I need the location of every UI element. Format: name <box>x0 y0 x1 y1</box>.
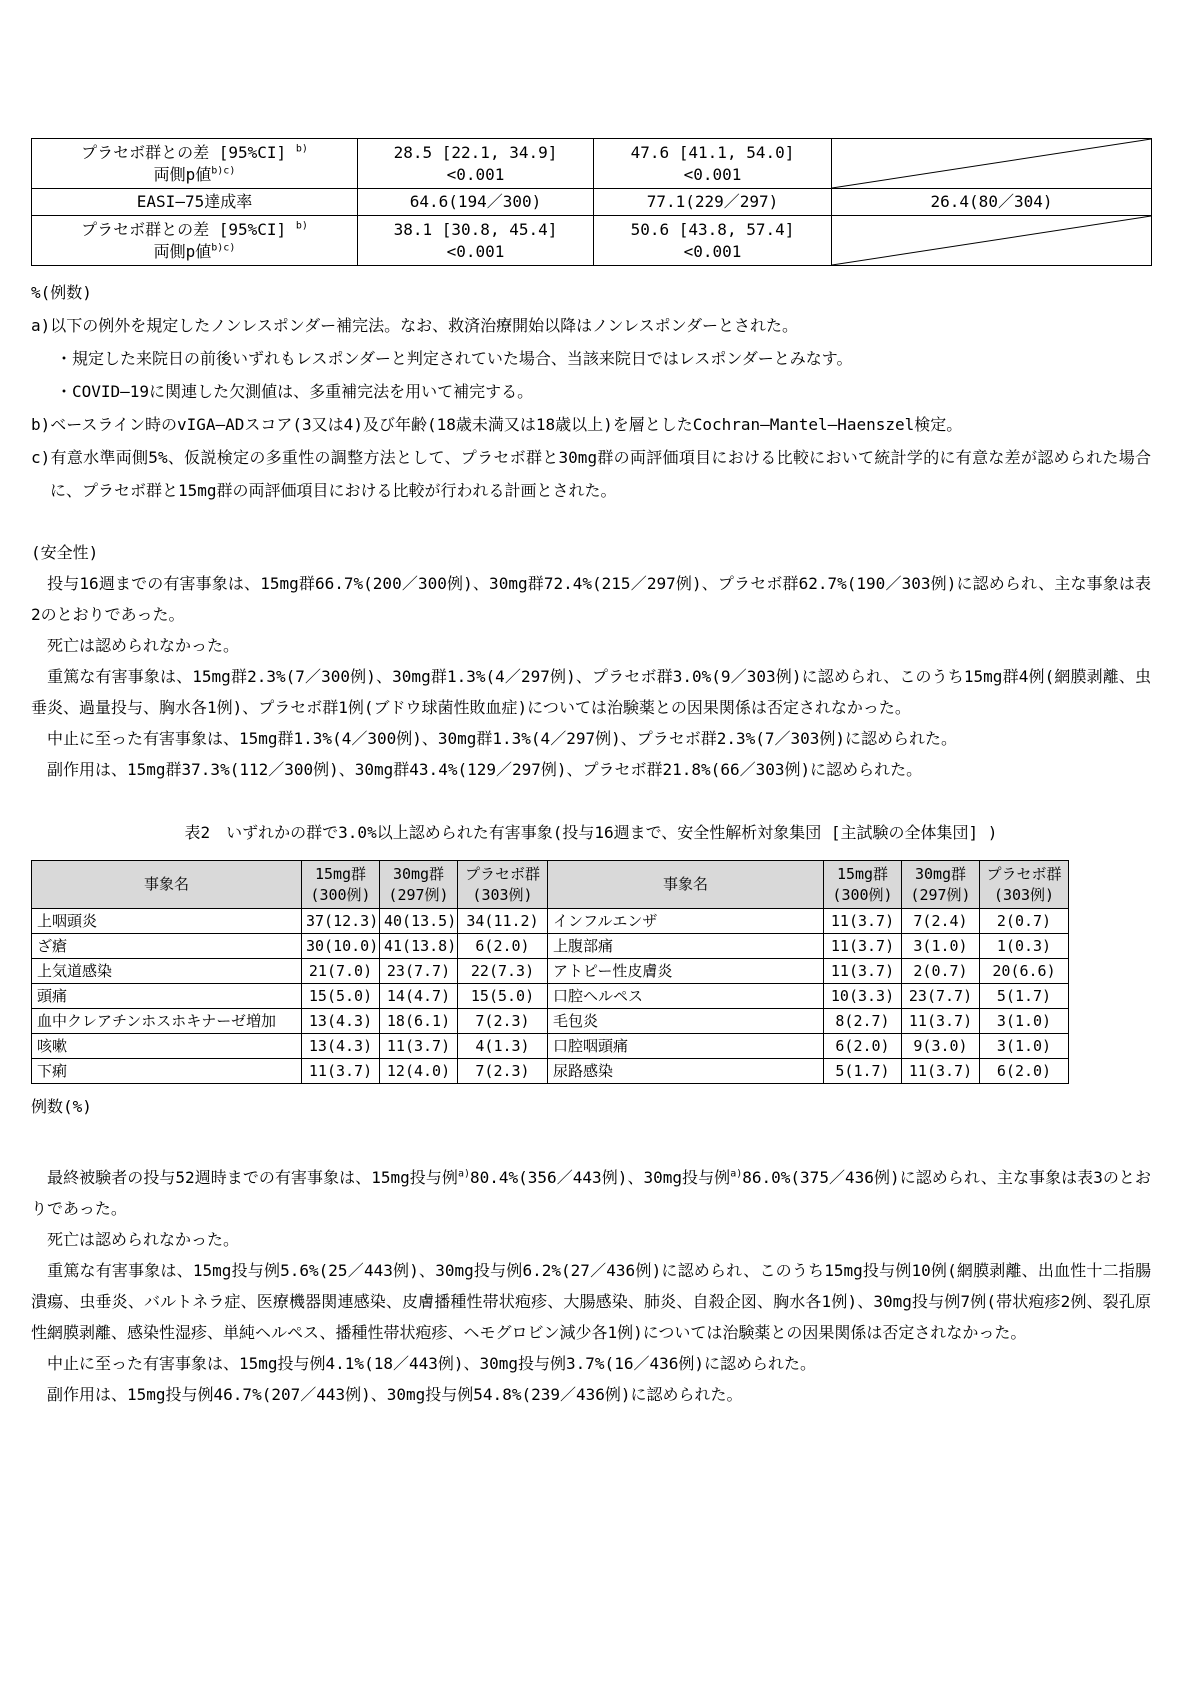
p-value: <0.001 <box>446 241 505 261</box>
header-placebo: プラセボ群 (303例) <box>458 861 548 909</box>
long-term-paragraph: 中止に至った有害事象は、15mg投与例4.1%(18／443例)、30mg投与例3.7%(16／436例)に認められた。 <box>31 1354 816 1373</box>
footnote-reference: a) <box>457 1168 470 1180</box>
footnote-a-bullet-2: ・COVID―19に関連した欠測値は、多重補完法を用いて補完する。 <box>56 382 534 401</box>
event-name-cell: アトピー性皮膚炎 <box>548 959 824 984</box>
count-cell: 10(3.3) <box>824 984 902 1009</box>
event-name-cell: ざ瘡 <box>32 934 302 959</box>
na-diagonal-icon <box>832 216 1151 265</box>
event-name-cell: インフルエンザ <box>548 909 824 934</box>
safety-section <box>31 537 1151 785</box>
count-cell: 15(5.0) <box>458 984 548 1009</box>
footnotes-block <box>31 276 1151 507</box>
value-cell-30mg <box>594 139 832 189</box>
count-cell: 22(7.3) <box>458 959 548 984</box>
count-cell: 11(3.7) <box>824 934 902 959</box>
count-cell: 37(12.3) <box>302 909 380 934</box>
count-cell: 18(6.1) <box>380 1009 458 1034</box>
count-cell: 7(2.3) <box>458 1009 548 1034</box>
count-cell: 15(5.0) <box>302 984 380 1009</box>
count-cell: 11(3.7) <box>824 959 902 984</box>
na-diagonal-icon <box>832 139 1151 188</box>
header-15mg: 15mg群 (300例) <box>302 861 380 909</box>
table-row-placebo-diff-1 <box>32 139 1152 189</box>
ci-value: 28.5 [22.1, 34.9] <box>393 142 558 162</box>
safety-paragraph: 投与16週までの有害事象は、15mg群66.7%(200／300例)、30mg群72.4%(215／297例)、プラセボ群62.7%(190／303例)に認められ、主な事象は表2のとおりであった。 <box>31 574 1152 624</box>
count-cell: 13(4.3) <box>302 1009 380 1034</box>
count-cell: 4(1.3) <box>458 1034 548 1059</box>
event-name-cell: 尿路感染 <box>548 1059 824 1084</box>
table-row <box>32 1009 1069 1034</box>
na-cell <box>832 139 1152 189</box>
count-cell: 5(1.7) <box>824 1059 902 1084</box>
count-cell: 9(3.0) <box>902 1034 980 1059</box>
count-cell: 6(2.0) <box>980 1059 1069 1084</box>
count-cell: 11(3.7) <box>902 1059 980 1084</box>
row-label-line2: 両側p値$^{b)c)}$ <box>153 241 236 261</box>
count-cell: 2(0.7) <box>902 959 980 984</box>
header-event-name: 事象名 <box>548 861 824 909</box>
table-row-easi75 <box>32 189 1152 216</box>
count-cell: 11(3.7) <box>824 909 902 934</box>
p-value: <0.001 <box>446 164 505 184</box>
footnote-a: a)以下の例外を規定したノンレスポンダー補完法。なお、救済治療開始以降はノンレスポンダーとされた。 <box>31 316 798 335</box>
safety-heading: (安全性) <box>31 543 99 562</box>
table-row <box>32 1059 1069 1084</box>
count-cell: 41(13.8) <box>380 934 458 959</box>
table2-body <box>32 909 1069 1084</box>
event-name-cell: 咳嗽 <box>32 1034 302 1059</box>
value-cell-placebo: 26.4(80／304) <box>832 189 1152 216</box>
row-label-cell <box>32 139 358 189</box>
efficacy-results-table <box>31 138 1152 266</box>
count-cell: 7(2.4) <box>902 909 980 934</box>
event-name-cell: 上気道感染 <box>32 959 302 984</box>
count-cell: 8(2.7) <box>824 1009 902 1034</box>
count-cell: 3(1.0) <box>980 1034 1069 1059</box>
value-cell-15mg: 64.6(194／300) <box>358 189 594 216</box>
long-term-paragraph: 副作用は、15mg投与例46.7%(207／443例)、30mg投与例54.8%(239／436例)に認められた。 <box>31 1385 743 1404</box>
row-label-line2: 両側p値$^{b)c)}$ <box>153 164 236 184</box>
header-15mg: 15mg群 (300例) <box>824 861 902 909</box>
count-cell: 34(11.2) <box>458 909 548 934</box>
count-cell: 20(6.6) <box>980 959 1069 984</box>
row-label-cell <box>32 216 358 266</box>
header-event-name: 事象名 <box>32 861 302 909</box>
count-cell: 23(7.7) <box>902 984 980 1009</box>
value-cell-30mg <box>594 216 832 266</box>
count-cell: 2(0.7) <box>980 909 1069 934</box>
event-name-cell: 口腔ヘルペス <box>548 984 824 1009</box>
ci-value: 50.6 [43.8, 57.4] <box>630 219 795 239</box>
table2-unit-note: 例数(%) <box>31 1097 92 1116</box>
count-cell: 23(7.7) <box>380 959 458 984</box>
ci-value: 47.6 [41.1, 54.0] <box>630 142 795 162</box>
count-cell: 3(1.0) <box>980 1009 1069 1034</box>
footnote-reference: b)c) <box>211 165 236 177</box>
safety-paragraph: 中止に至った有害事象は、15mg群1.3%(4／300例)、30mg群1.3%(4／297例)、プラセボ群2.3%(7／303例)に認められた。 <box>31 729 958 748</box>
footnote-reference: b) <box>295 143 308 155</box>
safety-paragraph: 重篤な有害事象は、15mg群2.3%(7／300例)、30mg群1.3%(4／297例)、プラセボ群3.0%(9／303例)に認められ、このうち15mg群4例(網膜剥離、虫垂炎、過量投与、胸水各1例)、プラセボ群1例(ブドウ球菌性敗血症)については治験薬との因果関係は否定されなかった。 <box>31 667 1151 717</box>
count-cell: 6(2.0) <box>824 1034 902 1059</box>
value-cell-15mg <box>358 139 594 189</box>
event-name-cell: 下痢 <box>32 1059 302 1084</box>
event-name-cell: 上咽頭炎 <box>32 909 302 934</box>
count-cell: 11(3.7) <box>380 1034 458 1059</box>
footnote-reference: b) <box>295 220 308 232</box>
table2-header-row <box>32 861 1069 909</box>
count-cell: 12(4.0) <box>380 1059 458 1084</box>
table-row-placebo-diff-2 <box>32 216 1152 266</box>
header-30mg: 30mg群 (297例) <box>380 861 458 909</box>
footnote-reference: b)c) <box>211 242 236 254</box>
count-cell: 6(2.0) <box>458 934 548 959</box>
long-term-paragraph: 重篤な有害事象は、15mg投与例5.6%(25／443例)、30mg投与例6.2%(27／436例)に認められ、このうち15mg投与例10例(網膜剥離、出血性十二指腸潰瘍、虫垂炎、バルトネラ症、医療機器関連感染、皮膚播種性帯状疱疹、大腸感染、肺炎、自殺企図、胸水各1例)、30mg投与例7例(帯状疱疹2例、裂孔原性網膜剥離、感染性湿疹、単純ヘルペス、播種性帯状疱疹、ヘモグロビン減少各1例)については治験薬との因果関係は否定されなかった。 <box>31 1261 1151 1342</box>
count-cell: 1(0.3) <box>980 934 1069 959</box>
footnote-c: c)有意水準両側5%、仮説検定の多重性の調整方法として、プラセボ群と30mg群の両評価項目における比較において統計学的に有意な差が認められた場合に、プラセボ群と15mg群の両評価項目における比較が行われる計画とされた。 <box>31 448 1151 500</box>
header-30mg: 30mg群 (297例) <box>902 861 980 909</box>
table-row <box>32 934 1069 959</box>
count-cell: 7(2.3) <box>458 1059 548 1084</box>
value-cell-30mg: 77.1(229／297) <box>594 189 832 216</box>
count-cell: 5(1.7) <box>980 984 1069 1009</box>
event-name-cell: 血中クレアチンホスホキナーゼ増加 <box>32 1009 302 1034</box>
table-row <box>32 909 1069 934</box>
count-cell: 13(4.3) <box>302 1034 380 1059</box>
long-term-section <box>31 1162 1151 1410</box>
count-cell: 30(10.0) <box>302 934 380 959</box>
long-term-paragraph: 死亡は認められなかった。 <box>31 1230 240 1249</box>
row-label-line1: プラセボ群との差 [95%CI] $^{b)}$ <box>81 219 308 239</box>
row-label-line1: プラセボ群との差 [95%CI] $^{b)}$ <box>81 142 308 162</box>
unit-note: %(例数) <box>31 283 92 302</box>
count-cell: 14(4.7) <box>380 984 458 1009</box>
count-cell: 21(7.0) <box>302 959 380 984</box>
safety-paragraph: 死亡は認められなかった。 <box>31 636 240 655</box>
p-value: <0.001 <box>683 164 742 184</box>
count-cell: 40(13.5) <box>380 909 458 934</box>
table2-title: 表2 いずれかの群で3.0%以上認められた有害事象(投与16週まで、安全性解析対象集団 [主試験の全体集団] ) <box>184 823 998 842</box>
long-term-paragraph: 最終被験者の投与52週時までの有害事象は、15mg投与例$^{a)}$80.4%(356／443例)、30mg投与例$^{a)}$86.0%(375／436例)に認められ、主な事象は表3のとおりであった。 <box>31 1168 1151 1218</box>
footnote-a-bullet-1: ・規定した来院日の前後いずれもレスポンダーと判定されていた場合、当該来院日ではレスポンダーとみなす。 <box>56 349 853 368</box>
header-placebo: プラセボ群 (303例) <box>980 861 1069 909</box>
count-cell: 11(3.7) <box>302 1059 380 1084</box>
event-name-cell: 口腔咽頭痛 <box>548 1034 824 1059</box>
count-cell: 11(3.7) <box>902 1009 980 1034</box>
safety-paragraph: 副作用は、15mg群37.3%(112／300例)、30mg群43.4%(129／297例)、プラセボ群21.8%(66／303例)に認められた。 <box>31 760 923 779</box>
count-cell: 3(1.0) <box>902 934 980 959</box>
event-name-cell: 毛包炎 <box>548 1009 824 1034</box>
na-cell <box>832 216 1152 266</box>
value-cell-15mg <box>358 216 594 266</box>
p-value: <0.001 <box>683 241 742 261</box>
footnote-b: b)ベースライン時のvIGA―ADスコア(3又は4)及び年齢(18歳未満又は18歳以上)を層としたCochran―Mantel―Haenszel検定。 <box>31 415 963 434</box>
row-label-cell: EASI―75達成率 <box>32 189 358 216</box>
event-name-cell: 上腹部痛 <box>548 934 824 959</box>
table-row <box>32 984 1069 1009</box>
ci-value: 38.1 [30.8, 45.4] <box>393 219 558 239</box>
table-row <box>32 959 1069 984</box>
table-row <box>32 1034 1069 1059</box>
event-name-cell: 頭痛 <box>32 984 302 1009</box>
footnote-reference: a) <box>730 1168 743 1180</box>
adverse-events-table <box>31 860 1069 1084</box>
